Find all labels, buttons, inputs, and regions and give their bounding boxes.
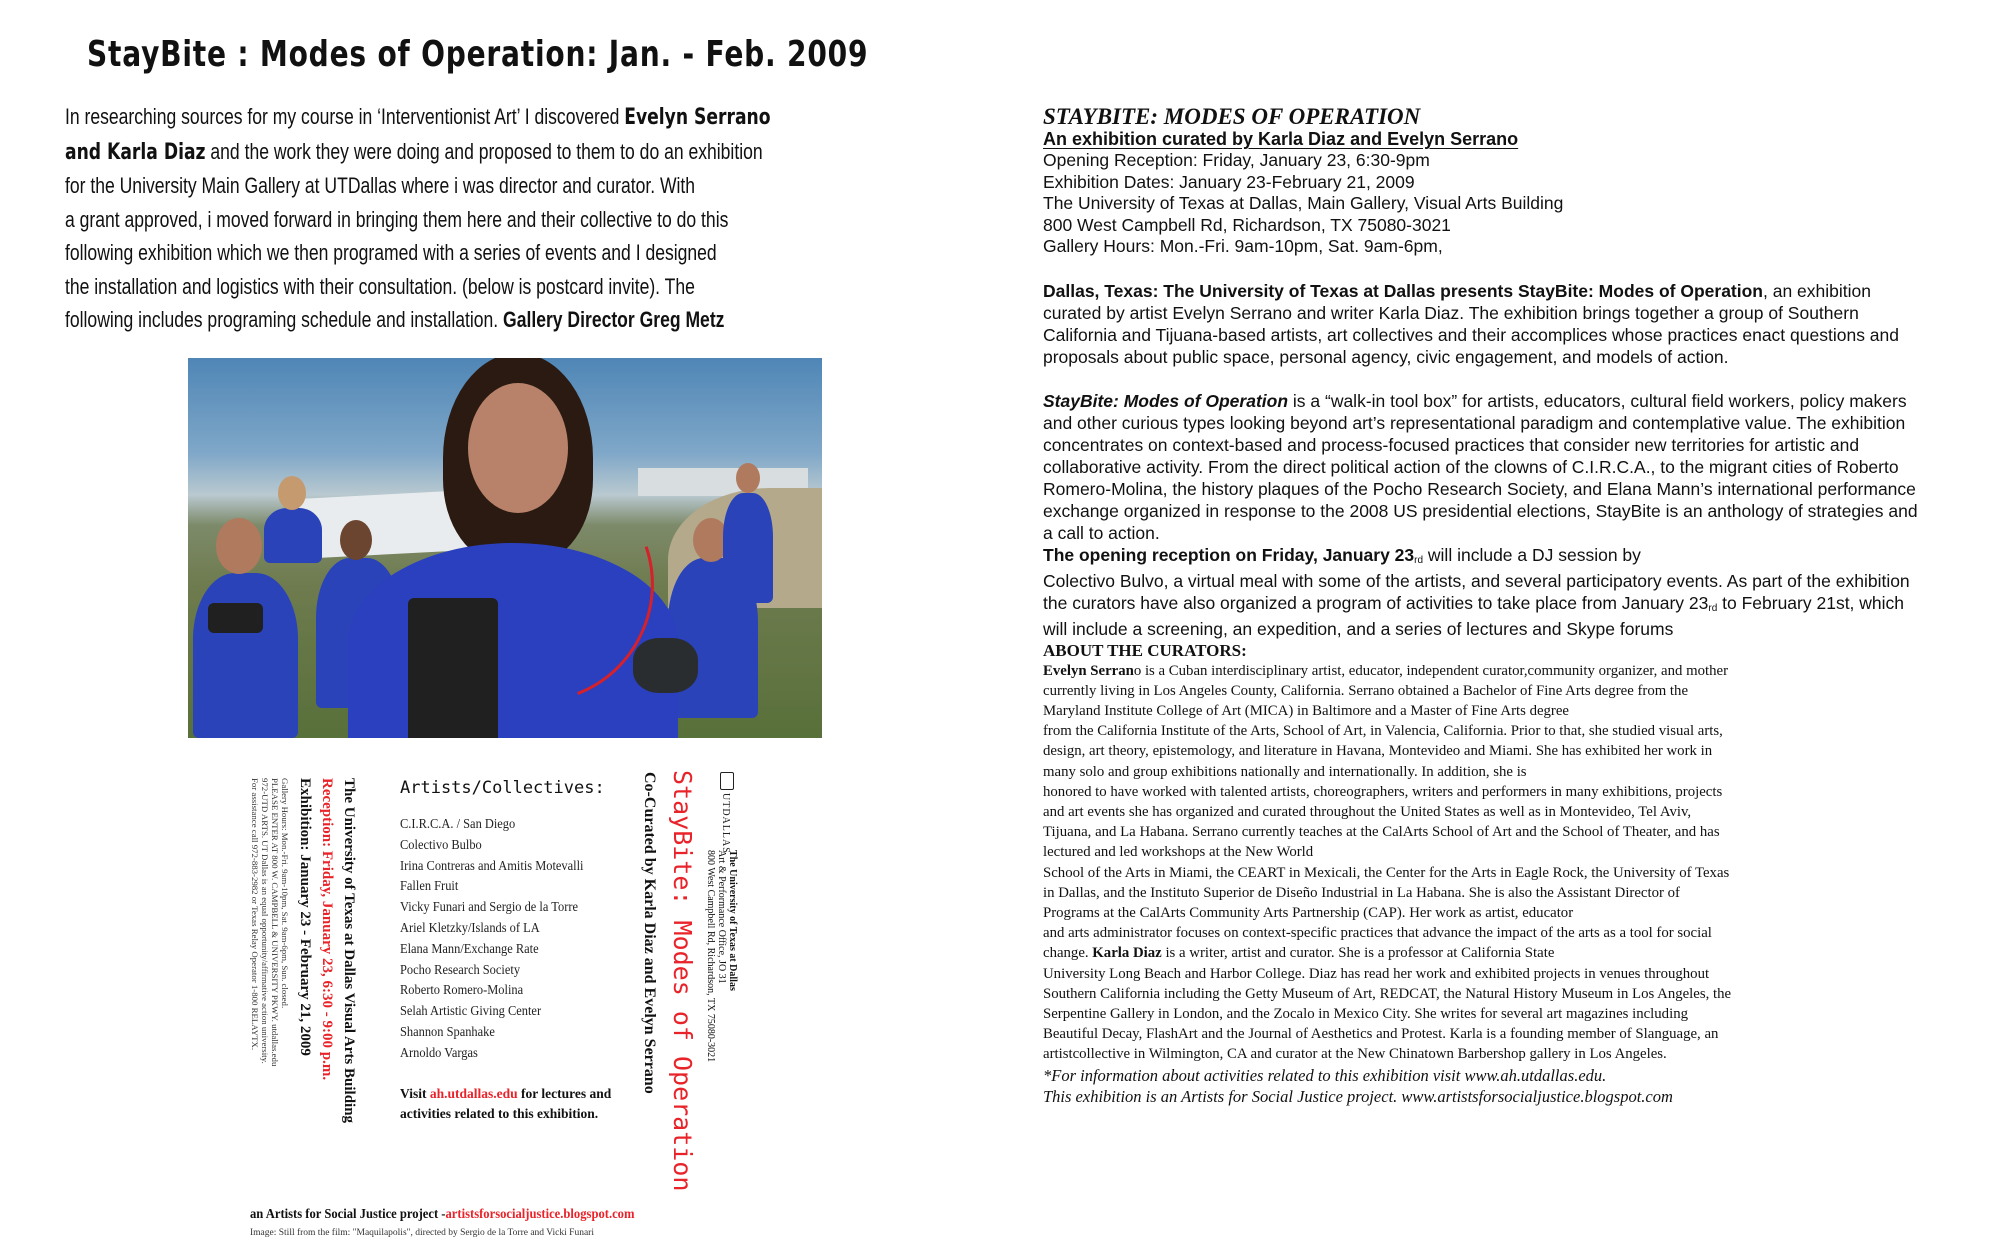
gallery-director-signature: Gallery Director Greg Metz (503, 307, 725, 332)
para-text: to February 21st, which will include a screening, an expedition, and a series of lectures and Skype forums (1043, 592, 1905, 639)
postcard-eeo-info: 972-UTD ARTS. UT Dallas is an equal opportunity/affirmative action university. (260, 778, 270, 1064)
artist-item: C.I.R.C.A. / San Diego (400, 816, 516, 831)
para-text: will include a DJ session by (1423, 544, 1641, 565)
photo-device (633, 638, 698, 693)
bio-line (1043, 661, 1923, 681)
bio-line (1043, 943, 1923, 963)
info-line: The University of Texas at Dallas, Main Gallery, Visual Arts Building (1043, 193, 1564, 213)
postcard-gallery-hours: Gallery Hours: Mon.-Fri. 9am-10pm, Sat. 9am-6pm, Sun. closed. (280, 778, 290, 1009)
bio-line: Serpentine Gallery in London, and the Zocalo in Mexico City. She writes for several art magazines including (1043, 1005, 1688, 1022)
bio-line: honored to have worked with talented artists, choreographers, writers and performers in many exhibitions, projects (1043, 783, 1723, 800)
press-release-title: STAYBITE: MODES OF OPERATION (1043, 104, 1421, 129)
postcard-artists-list (400, 778, 630, 1124)
intro-line (65, 135, 1017, 170)
artist-item: Arnoldo Vargas (400, 1044, 478, 1060)
artist-item: Selah Artistic Giving Center (400, 1003, 542, 1019)
exhibition-photo (188, 358, 822, 738)
photo-cassette (208, 603, 263, 633)
bio-line: artistcollective in Wilmington, CA and curator at the New Chinatown Barbershop gallery in Los Angeles. (1043, 1046, 1667, 1063)
intro-line (65, 100, 1017, 135)
intro-text: and the work they were doing and proposed to them to do an exhibition (205, 138, 763, 164)
bio-line: design, art theory, epistemology, and literature in Havana, Montevideo and Miami. She has exhibited her work in (1043, 743, 1713, 760)
visit-text: Visit (400, 1085, 430, 1101)
intro-text: following includes programing schedule and installation. (65, 307, 504, 332)
activities-note: *For information about activities related to this exhibition visit www.ah.utdallas.edu. (1043, 1065, 1607, 1085)
paragraph-description (1043, 390, 1923, 544)
logo-text: UTDALLAS (720, 793, 731, 854)
photo-figure-head (216, 518, 262, 574)
bio-text: change. (1043, 945, 1093, 962)
bio-line: in Dallas, and the Instituto Superior de Diseño Industrial in La Habana. She is also the Assistant Director of (1043, 884, 1680, 901)
bio-line: from the California Institute of the Arts, School of Art, in Valencia, California. Prior to that, she studied visual arts, (1043, 723, 1723, 740)
info-line: 800 West Campbell Rd, Richardson, TX 75080-3021 (1043, 214, 1451, 235)
curators-heading: ABOUT THE CURATORS: (1043, 640, 1247, 660)
postcard-image-credit: Image: Still from the film: "Maquilapolis", directed by Sergio de la Torre and Vicki Funari (250, 1228, 594, 1238)
artist-item: Shannon Spanhake (400, 1023, 495, 1039)
utdallas-logo (720, 772, 736, 854)
intro-line: a grant approved, i moved forward in bringing them here and their collective to do this (65, 206, 729, 232)
artist-item: Vicky Funari and Sergio de la Torre (400, 899, 578, 915)
texas-logo-icon (720, 772, 734, 790)
bio-line: Maryland Institute College of Art (MICA) in Baltimore and a Master of Fine Arts degree (1043, 702, 1569, 719)
postcard-invite (250, 770, 738, 1240)
ordinal-suffix: rd (1708, 602, 1718, 614)
intro-line: the installation and logistics with their consultation. (below is postcard invite). The (65, 273, 695, 299)
address-line: The University of Texas at Dallas (727, 850, 738, 991)
bio-line: School of the Arts in Miami, the CEART in Mexicali, the Center for the Arts in Eagle Rock, the University of Texas (1043, 864, 1730, 881)
visit-link[interactable]: ah.utdallas.edu (429, 1085, 518, 1101)
para-bold: Dallas, Texas: The University of Texas at Dallas presents StayBite: Modes of Operation (1043, 280, 1763, 301)
para-bold-italic: StayBite: Modes of Operation (1043, 390, 1289, 411)
postcard-title: StayBite: Modes of Operation (668, 770, 697, 1192)
postcard-assistance-info: For assistance call 972-883-2982 or Texas Relay Operator 1-800 RELAYTX. (250, 778, 260, 1051)
info-line: Exhibition Dates: January 23-February 21, 2009 (1043, 171, 1415, 192)
project-note: This exhibition is an Artists for Social Justice project. www.artistsforsocialjustice.blogspot.com (1043, 1086, 1673, 1106)
curators-bio (1043, 661, 1923, 1065)
bio-text: is a writer, artist and curator. She is a professor at California State (1161, 945, 1555, 962)
spacer (1043, 258, 1923, 280)
bio-line: Tijuana, and La Habana. Serrano currently teaches at the CalArts School of Art and the School of Theater, and has (1043, 824, 1720, 841)
postcard-entry-info: PLEASE ENTER AT 800 W. CAMPBELL & UNIVERSITY PKWY. utdallas.edu (270, 778, 280, 1067)
postcard-small-print (250, 778, 290, 1148)
para-text: , an exhibition curated by artist Evelyn Serrano and writer Karla Diaz. The exhibition brings together a group of Southern California and Tijuana-based artists, art collectives and their accomplices whose practices enact questions and proposals about public space, personal agency, civic engagement, and models of action. (1043, 280, 1900, 367)
postcard-return-address (705, 850, 738, 1062)
postcard-footer (250, 1207, 634, 1223)
para-bold: The opening reception on Friday, January 23 (1043, 544, 1415, 565)
page-title: StayBite : Modes of Operation: Jan. - Feb. 2009 (87, 34, 869, 75)
artist-item: Fallen Fruit (400, 878, 459, 894)
visit-text: activities related to this exhibition. (400, 1105, 599, 1121)
photo-figure (264, 508, 322, 563)
paragraph-intro (1043, 280, 1923, 368)
artist-item: Colectivo Bulbo (400, 836, 482, 852)
info-line: Gallery Hours: Mon.-Fri. 9am-10pm, Sat. 9am-6pm, (1043, 236, 1443, 256)
bio-bold-name: Evelyn Serran (1043, 662, 1134, 679)
postcard-visit-note (400, 1084, 630, 1124)
artist-item: Roberto Romero-Molina (400, 982, 524, 998)
postcard-exhibition-dates: Exhibition: January 23 - February 21, 2009 (297, 778, 313, 1056)
bio-line: lectured and led workshops at the New World (1043, 844, 1314, 861)
intro-bold-name: Evelyn Serrano (624, 105, 771, 130)
footnotes (1043, 1065, 1923, 1107)
para-text: is a “walk-in tool box” for artists, educators, cultural field workers, policy makers and other curious types looking beyond art’s representational paradigm and contemplative value. The exhibition concentrates on context-based and process-focused practices that consider new territories for artistic and collaborative activity. From the direct political action of the clowns of C.I.R.C.A., to the migrant cities of Roberto Romero-Molina, the history plaques of the Pocho Research Society, and Elana Mann’s international performance exchange organized in response to the 2008 US presidential elections, StayBite is an anthology of strategies and a call to action. (1043, 390, 1918, 543)
bio-line: Programs at the CalArts Community Arts Partnership (CAP). Her work as artist, educator (1043, 904, 1574, 921)
photo-figure (193, 573, 298, 738)
intro-bold-name: and Karla Diaz (65, 139, 206, 165)
bio-line: many solo and group exhibitions nationally and internationally. In addition, she is (1043, 763, 1527, 780)
artist-item: Pocho Research Society (400, 961, 521, 977)
spacer (1043, 368, 1923, 390)
bio-bold-name: Karla Diaz (1092, 945, 1162, 962)
bio-line: and art events she has organized and curated throughout the United States as well as in Montevideo, Tel Aviv, (1043, 803, 1692, 820)
postcard-reception: Reception: Friday, January 23, 6:30 - 9:00 p.m. (319, 778, 335, 1081)
visit-text: for lectures and (517, 1085, 612, 1101)
intro-line (65, 303, 1017, 337)
intro-line: for the University Main Gallery at UTDallas where i was director and curator. With (65, 173, 696, 198)
photo-figure-head (340, 520, 372, 560)
bio-text: o is a Cuban interdisciplinary artist, educator, independent curator,community organizer, and mother (1133, 662, 1729, 679)
photo-figure-head (736, 463, 760, 493)
footer-link[interactable]: artistsforsocialjustice.blogspot.com (445, 1207, 635, 1222)
intro-line: following exhibition which we then programed with a series of events and I designed (65, 240, 717, 265)
artists-heading: Artists/Collectives: (400, 778, 605, 798)
bio-line: Southern California including the Getty Museum of Art, REDCAT, the Natural History Museum in Los Angeles, the (1043, 985, 1732, 1002)
photo-figure-head (278, 476, 306, 510)
bio-line: currently living in Los Angeles County, California. Serrano obtained a Bachelor of Fine Arts degree from the (1043, 682, 1689, 699)
bio-line: University Long Beach and Harbor College. Diaz has read her work and exhibited projects in venues throughout (1043, 965, 1710, 982)
bio-line: and arts administrator focuses on context-specific practices that advance the impact of the arts as a tool for social (1043, 925, 1712, 942)
press-release (1043, 105, 1923, 1107)
bio-line: Beautiful Decay, FlashArt and the Journal of Aesthetics and Protest. Karla is a founding member of Slanguage, an (1043, 1026, 1719, 1043)
footer-text: an Artists for Social Justice project - (250, 1207, 446, 1222)
intro-paragraph (65, 100, 1017, 337)
info-line: Opening Reception: Friday, January 23, 6:30-9pm (1043, 150, 1430, 170)
artist-item: Ariel Kletzky/Islands of LA (400, 919, 540, 935)
artist-item: Irina Contreras and Amitis Motevalli (400, 857, 584, 873)
address-line: 800 West Campbell Rd, Richardson, TX 75080-3021 (705, 850, 716, 1063)
postcard-event-info (295, 778, 359, 1148)
ordinal-suffix: rd (1414, 554, 1424, 566)
postcard-cocurated: Co-Curated by Karla Diaz and Evelyn Serrano (641, 772, 658, 1094)
paragraph-opening (1043, 544, 1923, 640)
photo-figure (723, 493, 773, 603)
address-line: Art & Performance Office, JO 31 (716, 850, 727, 984)
intro-text: In researching sources for my course in ‘Interventionist Art’ I discovered (65, 104, 625, 129)
para-text: Colectivo Bulvo, a virtual meal with some of the artists, and several participatory events. As part of the exhibition the curators have also organized a program of activities to take place from January 23 (1043, 570, 1910, 613)
postcard-venue: The University of Texas at Dallas Visual Arts Building (341, 778, 357, 1124)
artist-item: Elana Mann/Exchange Rate (400, 940, 539, 956)
press-release-subtitle: An exhibition curated by Karla Diaz and Evelyn Serrano (1043, 129, 1519, 149)
